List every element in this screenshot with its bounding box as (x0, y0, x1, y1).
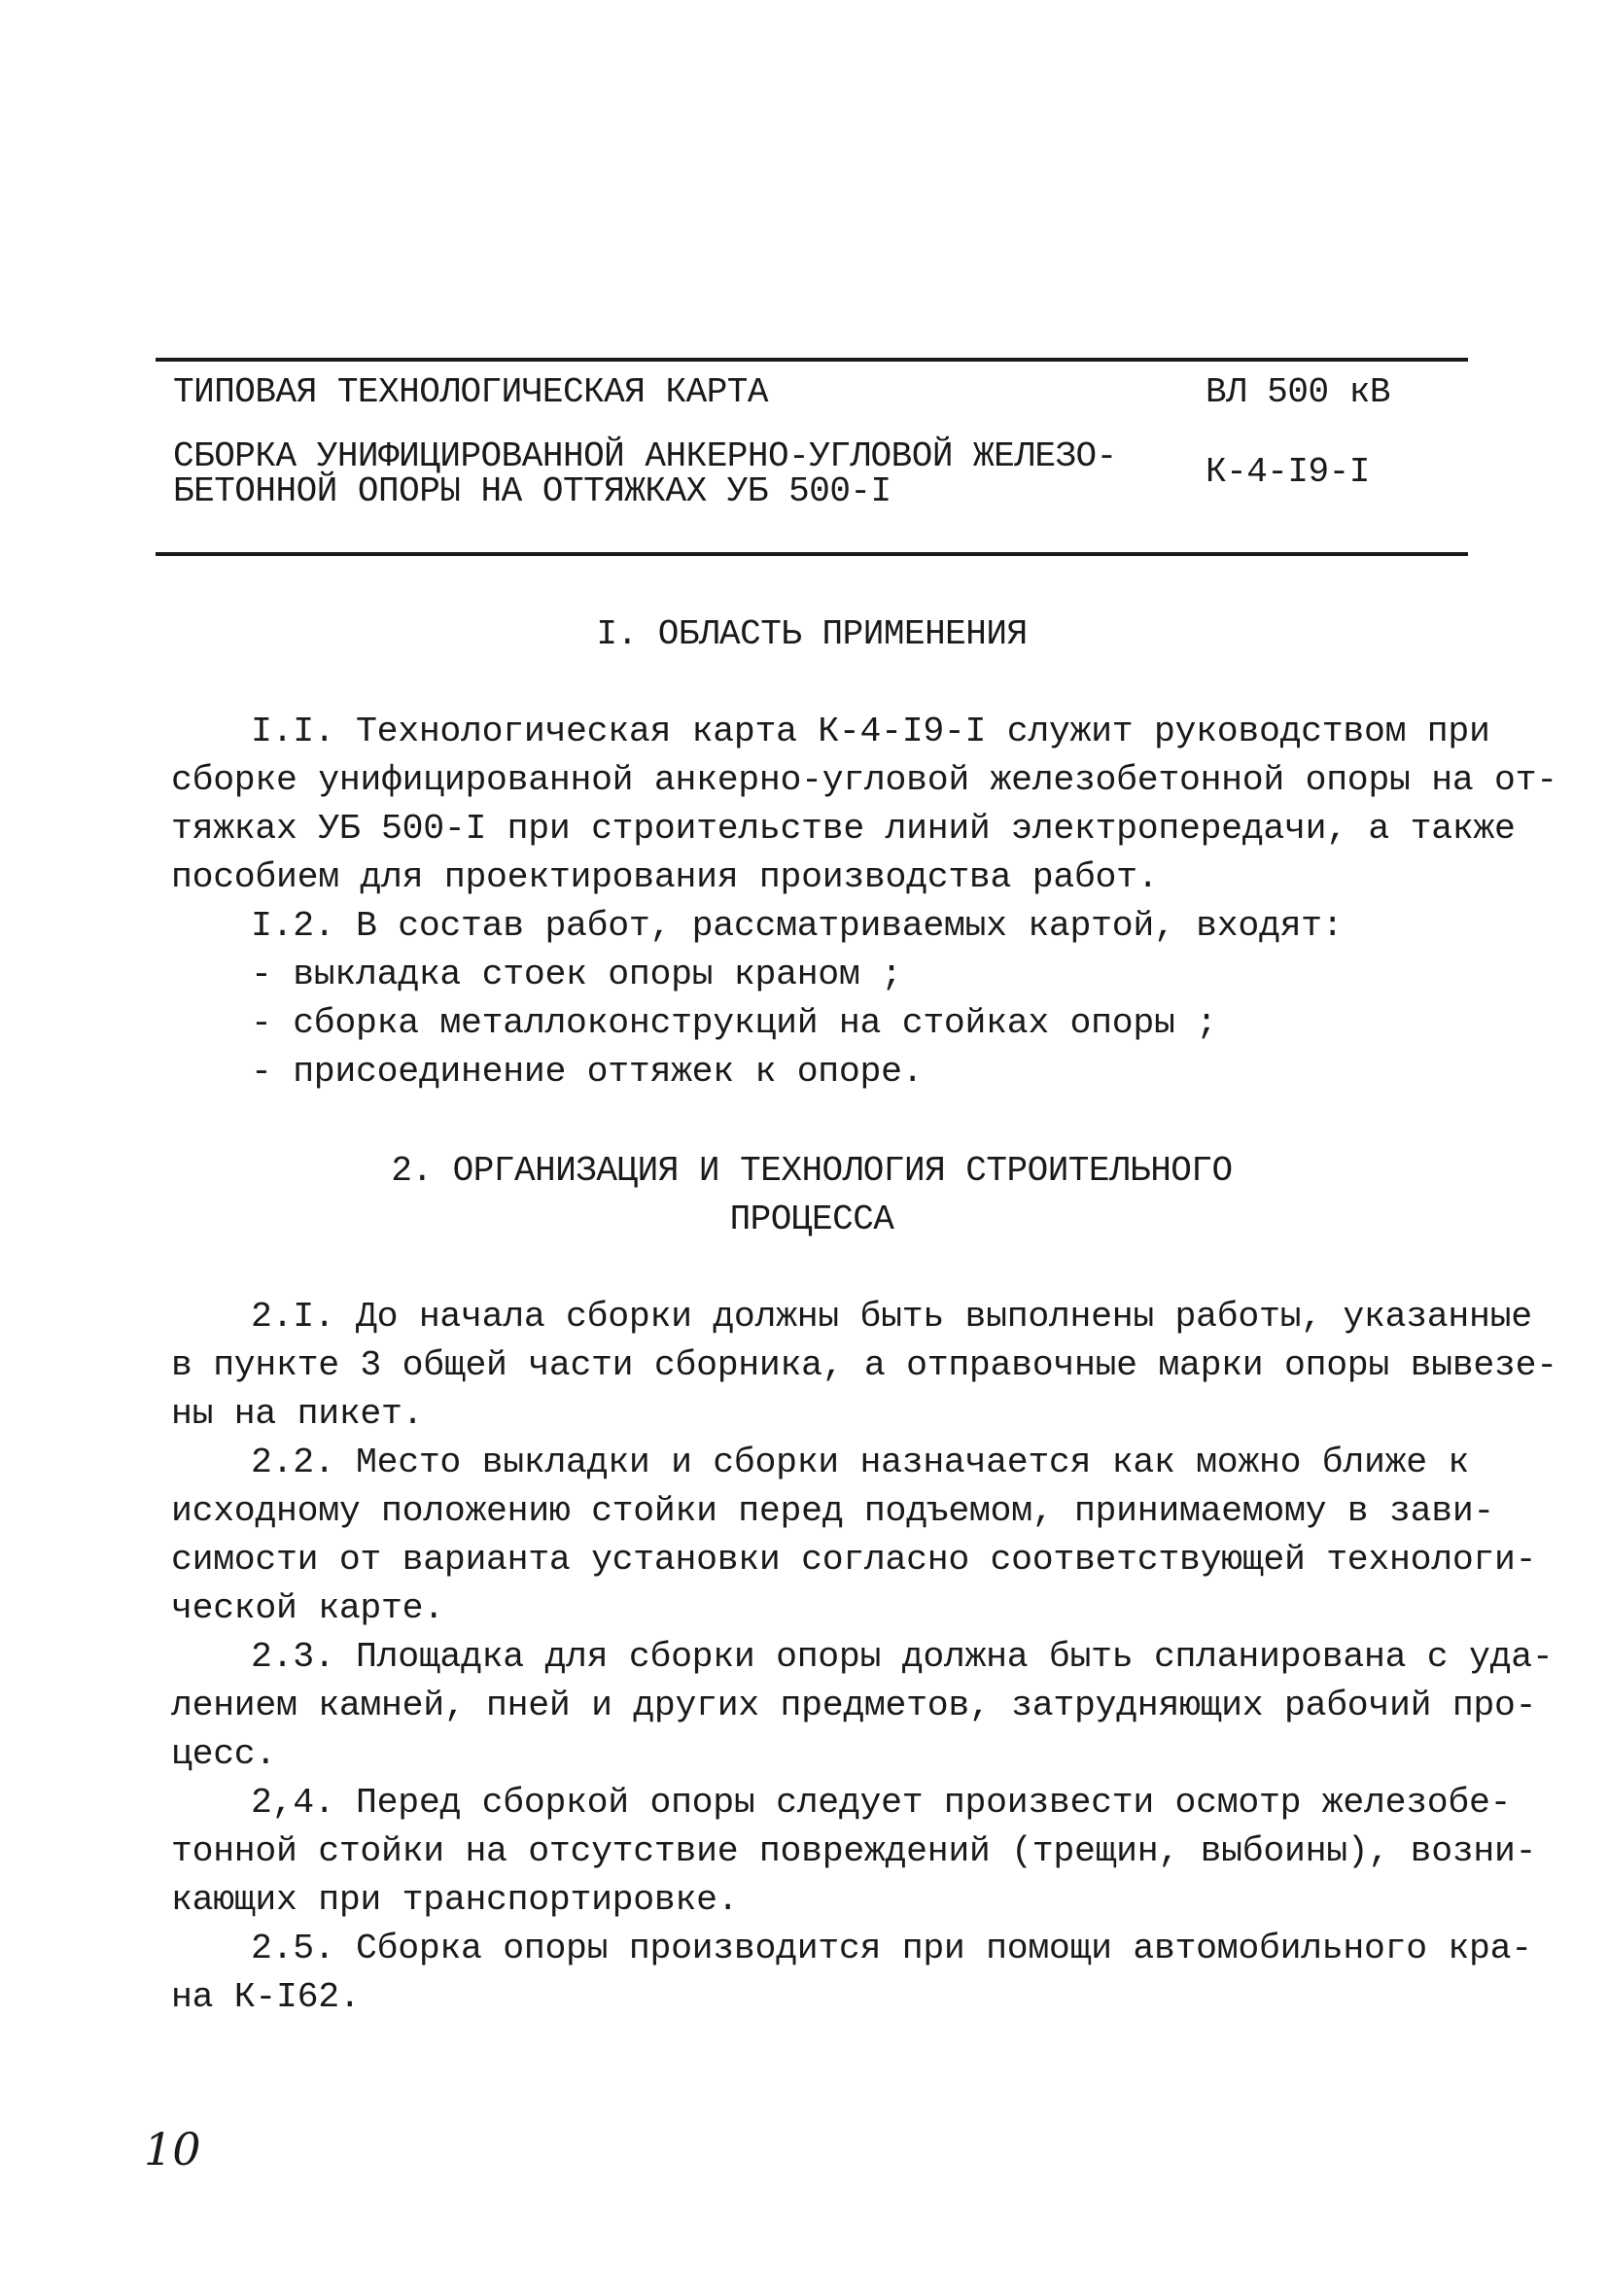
paragraph-line: на К-I62. (171, 1977, 361, 2017)
list-item: - сборка металлоконструкций на стойках опоры ; (251, 1003, 1217, 1043)
paragraph-line: исходному положению стойки перед подъемом, принимаемому в зави- (171, 1491, 1495, 1531)
line-voltage-class: ВЛ 500 кВ (1206, 372, 1390, 412)
paragraph-line: 2.2. Место выкладки и сборки назначается как можно ближе к (251, 1443, 1470, 1482)
paragraph-line: лением камней, пней и других предметов, затрудняющих рабочий про- (171, 1686, 1537, 1725)
list-item: - присоединение оттяжек к опоре. (251, 1052, 924, 1092)
paragraph-line: в пункте 3 общей части сборника, а отправочные марки опоры вывезе- (171, 1345, 1557, 1385)
paragraph-line: 2.3. Площадка для сборки опоры должна быть спланирована с уда- (251, 1637, 1554, 1677)
page-number: 10 (144, 2123, 201, 2175)
paragraph-line: тонной стойки на отсутствие повреждений (трещин, выбоины), возни- (171, 1831, 1537, 1871)
paragraph-line: 2.I. До начала сборки должны быть выполнены работы, указанные (251, 1297, 1532, 1337)
section-2-heading-line-1: 2. ОРГАНИЗАЦИЯ И ТЕХНОЛОГИЯ СТРОИТЕЛЬНОГО (391, 1151, 1233, 1191)
paragraph-line: 2,4. Перед сборкой опоры следует произвести осмотр железобе- (251, 1783, 1512, 1823)
paragraph-line: симости от варианта установки согласно соответствующей технологи- (171, 1540, 1537, 1580)
document-type: ТИПОВАЯ ТЕХНОЛОГИЧЕСКАЯ КАРТА (173, 372, 769, 412)
list-item: - выкладка стоек опоры краном ; (251, 955, 902, 994)
section-2-heading-line-2: ПРОЦЕССА (729, 1200, 894, 1239)
document-title-line-2: БЕТОННОЙ ОПОРЫ НА ОТТЯЖКАХ УБ 500-I (173, 471, 891, 511)
header-bottom-rule (156, 552, 1468, 556)
card-code: К-4-I9-I (1206, 452, 1370, 492)
paragraph-line: ны на пикет. (171, 1394, 424, 1434)
paragraph-line: 2.5. Сборка опоры производится при помощи автомобильного кра- (251, 1929, 1532, 1968)
paragraph-line: тяжках УБ 500-I при строительстве линий электропередачи, а также (171, 809, 1516, 849)
paragraph-line: кающих при транспортировке. (171, 1880, 739, 1920)
document-title-line-1: СБОРКА УНИФИЦИРОВАННОЙ АНКЕРНО-УГЛОВОЙ ЖЕЛЕЗО- (173, 436, 1117, 476)
paragraph-line: цесс. (171, 1734, 277, 1774)
paragraph-line: сборке унифицированной анкерно-угловой железобетонной опоры на от- (171, 760, 1557, 800)
header-top-rule (156, 358, 1468, 362)
paragraph-line: I.2. В состав работ, рассматриваемых картой, входят: (251, 906, 1344, 946)
paragraph-line: ческой карте. (171, 1588, 444, 1628)
section-2-body (171, 1293, 1557, 2022)
paragraph-line: пособием для проектирования производства работ. (171, 857, 1159, 897)
paragraph-line: I.I. Технологическая карта К-4-I9-I служит руководством при (251, 712, 1490, 751)
section-1-body (171, 708, 1557, 1096)
section-1-heading: I. ОБЛАСТЬ ПРИМЕНЕНИЯ (596, 614, 1028, 654)
